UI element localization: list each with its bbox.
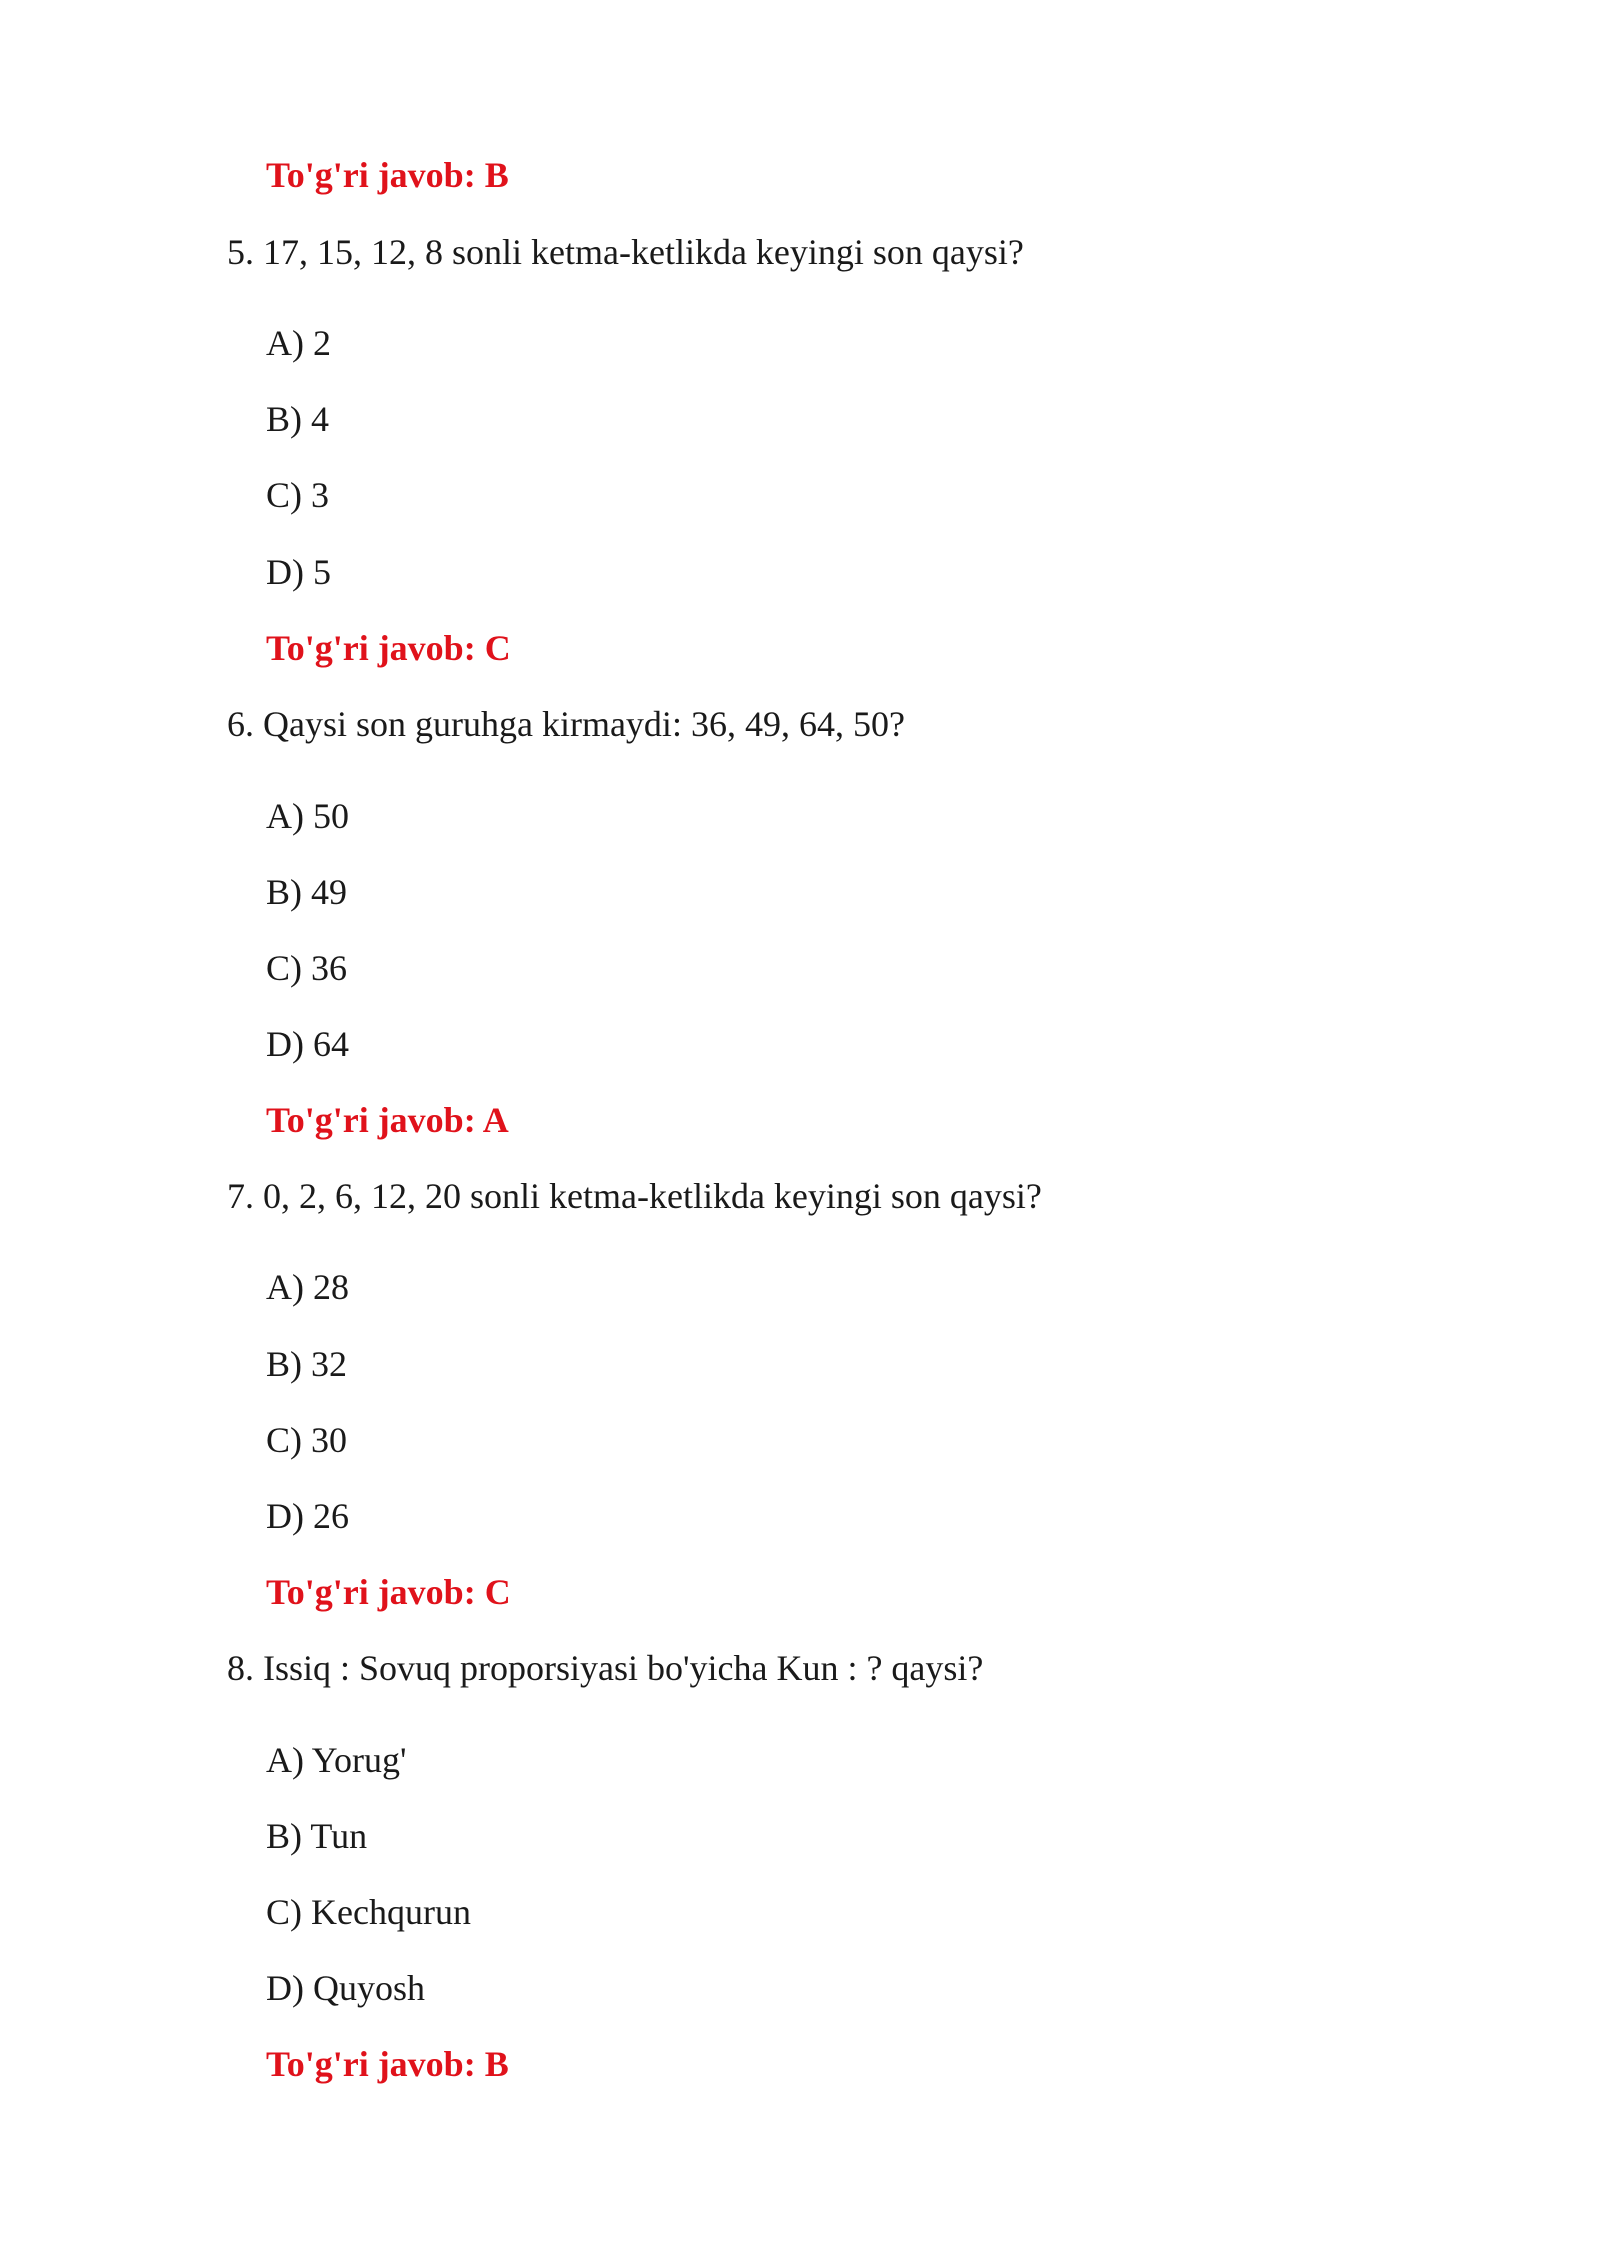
option-c: C) Kechqurun: [266, 1892, 471, 1932]
option-b: B) 49: [266, 872, 347, 912]
question-number: 6.: [227, 704, 254, 744]
correct-answer: To'g'ri javob: A: [266, 1100, 509, 1140]
correct-answer: To'g'ri javob: C: [266, 1572, 511, 1612]
option-d: D) 64: [266, 1024, 349, 1064]
option-b: B) Tun: [266, 1816, 368, 1856]
question-text: Issiq : Sovuq proporsiyasi bo'yicha Kun : ? qaysi?: [263, 1648, 984, 1688]
option-c: C) 30: [266, 1420, 347, 1460]
question-text: 17, 15, 12, 8 sonli ketma-ketlikda keyingi son qaysi?: [263, 232, 1024, 272]
question-7: [227, 1174, 1042, 1218]
option-d: D) 26: [266, 1496, 349, 1536]
question-text: Qaysi son guruhga kirmaydi: 36, 49, 64, 50?: [263, 704, 905, 744]
option-b: B) 32: [266, 1344, 347, 1384]
option-a: A) 2: [266, 323, 331, 363]
option-d: D) 5: [266, 552, 331, 592]
question-6: [227, 702, 905, 746]
question-number: 5.: [227, 232, 254, 272]
option-d: D) Quyosh: [266, 1968, 425, 2008]
question-text: 0, 2, 6, 12, 20 sonli ketma-ketlikda keyingi son qaysi?: [263, 1176, 1042, 1216]
option-c: C) 3: [266, 475, 329, 515]
question-number: 8.: [227, 1648, 254, 1688]
option-a: A) 50: [266, 796, 349, 836]
correct-answer: To'g'ri javob: C: [266, 628, 511, 668]
correct-answer: To'g'ri javob: B: [266, 155, 509, 195]
option-b: B) 4: [266, 399, 329, 439]
question-5: [227, 230, 1024, 274]
option-c: C) 36: [266, 948, 347, 988]
question-number: 7.: [227, 1176, 254, 1216]
correct-answer: To'g'ri javob: B: [266, 2044, 509, 2084]
option-a: A) Yorug': [266, 1740, 407, 1780]
question-8: [227, 1646, 983, 1690]
option-a: A) 28: [266, 1267, 349, 1307]
